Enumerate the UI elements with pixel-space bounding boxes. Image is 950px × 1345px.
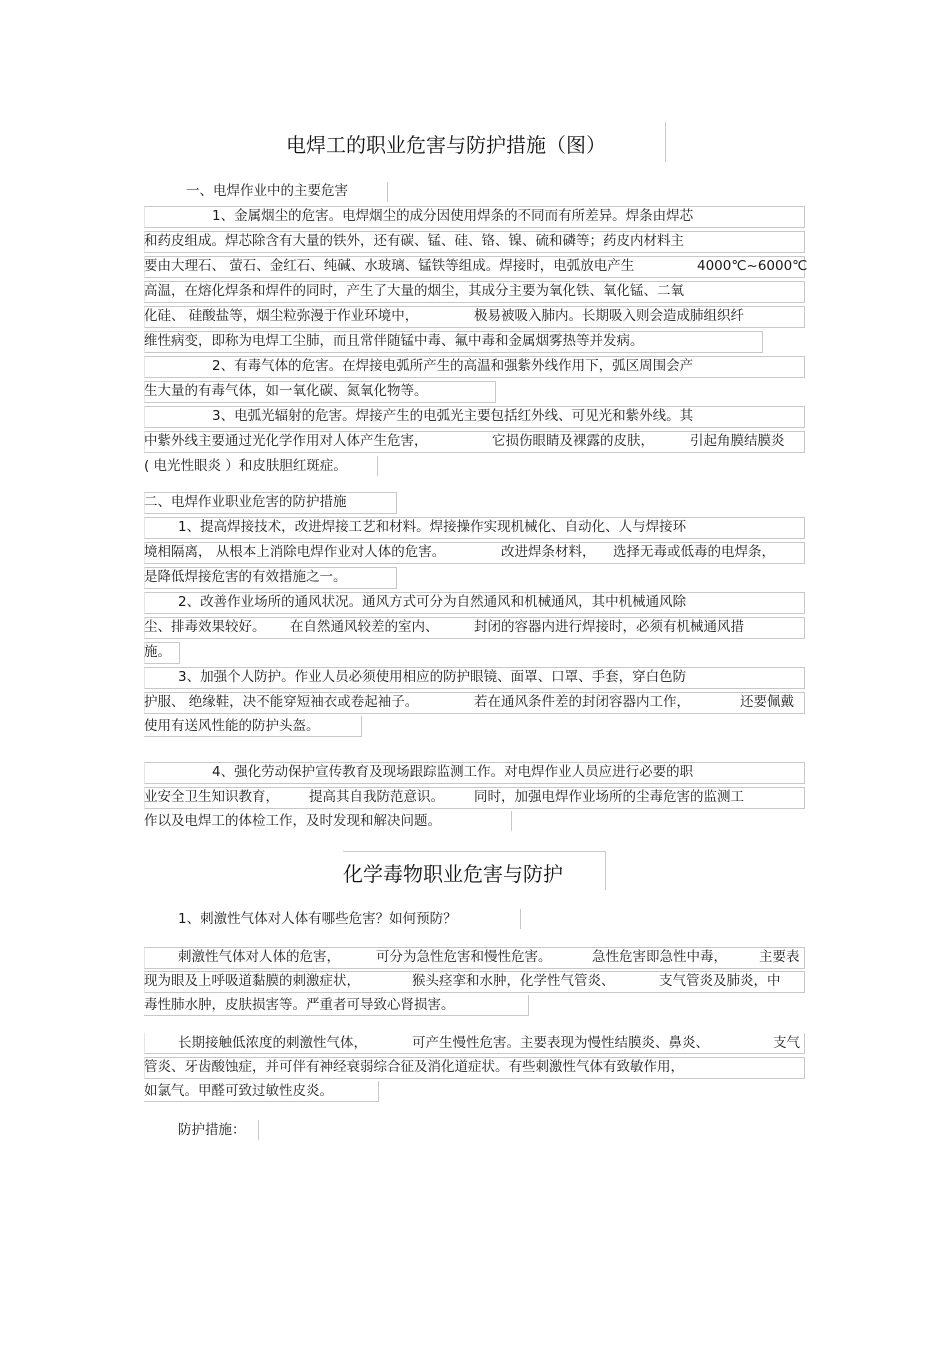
- paragraph-line: 管炎、牙齿酸蚀症，并可伴有神经衰弱综合征及消化道症状。有些刺激性气体有致敏作用，: [144, 1059, 684, 1075]
- paragraph-line: 主要表: [759, 949, 800, 965]
- paragraph-line: 境相隔离， 从根本上消除电焊作业对人体的危害。: [144, 544, 446, 560]
- paragraph-line: 业安全卫生知识教育，: [144, 789, 279, 805]
- paragraph-line: 支气管炎及肺炎，中: [659, 973, 781, 989]
- paragraph-line: 1、提高焊接技术，改进焊接工艺和材料。焊接操作实现机械化、自动化、人与焊接环: [178, 519, 687, 535]
- paragraph-line: 刺激性气体对人体的危害，: [178, 949, 340, 965]
- paragraph-line: 提高其自我防范意识。: [309, 789, 444, 805]
- paragraph-line: 猴头痉挛和水肿，化学性气管炎、: [412, 973, 615, 989]
- protection-label: 防护措施：: [178, 1122, 246, 1138]
- paragraph-line: 在自然通风较差的室内、: [290, 619, 439, 635]
- paragraph-line: 改进焊条材料，: [501, 544, 596, 560]
- paragraph-line: 1、金属烟尘的危害。电焊烟尘的成分因使用焊条的不同而有所差异。焊条由焊芯: [212, 208, 694, 224]
- paragraph-line: 高温，在熔化焊条和焊件的同时，产生了大量的烟尘，其成分主要为氧化铁、氧化锰、二氧: [144, 283, 684, 299]
- paragraph-line: 引起角膜结膜炎: [690, 433, 785, 449]
- paragraph-line: 现为眼及上呼吸道黏膜的刺激症状，: [144, 973, 360, 989]
- paragraph-line: 如氯气。甲醛可致过敏性皮炎。: [144, 1083, 333, 1099]
- paragraph-line: 4、强化劳动保护宣传教育及现场跟踪监测工作。对电焊作业人员应进行必要的职: [212, 764, 694, 780]
- question-heading: 1、刺激性气体对人体有哪些危害？如何预防？: [178, 911, 457, 927]
- document-subtitle: 化学毒物职业危害与防护: [343, 862, 563, 886]
- paragraph-line: 尘、排毒效果较好。: [144, 619, 266, 635]
- paragraph-line: 封闭的容器内进行焊接时，必须有机械通风措: [474, 619, 744, 635]
- paragraph-line: 3、电弧光辐射的危害。焊接产生的电弧光主要包括红外线、可见光和紫外线。其: [212, 408, 694, 424]
- paragraph-line: 长期接触低浓度的刺激性气体，: [178, 1035, 367, 1051]
- paragraph-line: 支气: [773, 1035, 800, 1051]
- paragraph-line: 极易被吸入肺内。长期吸入则会造成肺组织纤: [474, 308, 744, 324]
- paragraph-line: 护服、 绝缘鞋，决不能穿短袖衣或卷起袖子。: [144, 694, 419, 710]
- paragraph-line: 生大量的有毒气体，如一氧化碳、氮氧化物等。: [144, 383, 428, 399]
- paragraph-line: 毒性肺水肿，皮肤损害等。严重者可导致心肾损害。: [144, 997, 455, 1013]
- paragraph-line: 要由大理石、 萤石、金红石、纯碱、水玻璃、锰铁等组成。焊接时，电弧放电产生: [144, 258, 635, 274]
- paragraph-line: 它损伤眼睛及裸露的皮肤，: [492, 433, 654, 449]
- paragraph-line: ( 电光性眼炎 ）和皮肤胆红斑症。: [144, 458, 347, 474]
- paragraph-line: 选择无毒或低毒的电焊条，: [613, 544, 775, 560]
- paragraph-line: 若在通风条件差的封闭容器内工作，: [474, 694, 690, 710]
- document-title: 电焊工的职业危害与防护措施（图）: [286, 133, 606, 157]
- paragraph-line: 2、有毒气体的危害。在焊接电弧所产生的高温和强紫外线作用下，弧区周围会产: [212, 358, 694, 374]
- paragraph-line: 是降低焊接危害的有效措施之一。: [144, 569, 347, 585]
- paragraph-line: 同时，加强电焊作业场所的尘毒危害的监测工: [474, 789, 744, 805]
- paragraph-line: 中紫外线主要通过光化学作用对人体产生危害，: [144, 433, 428, 449]
- paragraph-line: 2、改善作业场所的通风状况。通风方式可分为自然通风和机械通风，其中机械通风除: [178, 594, 687, 610]
- paragraph-line: 作以及电焊工的体检工作，及时发现和解决问题。: [144, 813, 441, 829]
- paragraph-line: 维性病变，即称为电焊工尘肺，而且常伴随锰中毒、氟中毒和金属烟雾热等并发病。: [144, 333, 644, 349]
- paragraph-line: 施。: [144, 644, 171, 660]
- paragraph-line: 急性危害即急性中毒，: [592, 949, 727, 965]
- paragraph-line: 化硅、 硅酸盐等，烟尘粒弥漫于作业环境中，: [144, 308, 419, 324]
- paragraph-line: 3、加强个人防护。作业人员必须使用相应的防护眼镜、面罩、口罩、手套，穿白色防: [178, 669, 687, 685]
- paragraph-line: 使用有送风性能的防护头盔。: [144, 718, 320, 734]
- section-heading: 一、电焊作业中的主要危害: [186, 183, 348, 199]
- paragraph-line: 和药皮组成。焊芯除含有大量的铁外，还有碳、锰、硅、铬、镍、硫和磷等；药皮内材料主: [144, 233, 684, 249]
- section-heading: 二、电焊作业职业危害的防护措施: [144, 494, 347, 510]
- paragraph-line: 可产生慢性危害。主要表现为慢性结膜炎、鼻炎、: [412, 1035, 709, 1051]
- paragraph-line: 还要佩戴: [740, 694, 794, 710]
- temperature-value: 4000℃~6000℃: [697, 258, 808, 274]
- paragraph-line: 可分为急性危害和慢性危害。: [376, 949, 552, 965]
